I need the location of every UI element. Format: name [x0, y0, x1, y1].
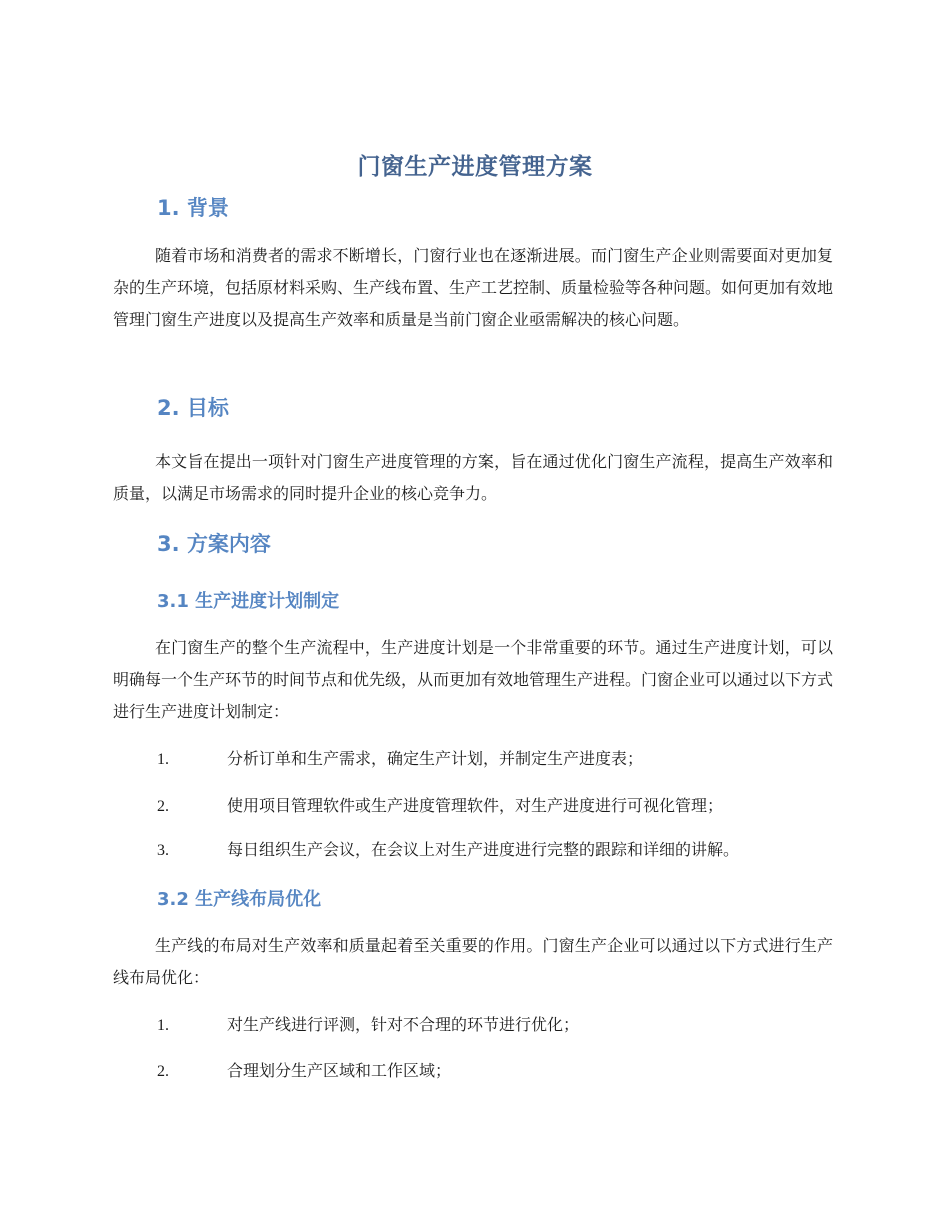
subheading-line-layout: 3.2 生产线布局优化: [157, 889, 322, 910]
list-item-number: 2.: [157, 798, 169, 815]
list-item: [157, 834, 837, 867]
list-item-number: 2.: [157, 1063, 169, 1080]
list-item-text: 每日组织生产会议，在会议上对生产进度进行完整的跟踪和详细的讲解。: [227, 840, 740, 859]
list-item-text: 使用项目管理软件或生产进度管理软件，对生产进度进行可视化管理；: [227, 796, 724, 815]
list-item-number: 1.: [157, 751, 169, 768]
list-item-text: 分析订单和生产需求，确定生产计划，并制定生产进度表；: [227, 749, 644, 768]
list-item-number: 3.: [157, 842, 169, 859]
heading-background: 1. 背景: [157, 196, 229, 220]
subheading-schedule-planning: 3.1 生产进度计划制定: [157, 591, 340, 612]
list-item: [157, 743, 837, 776]
list-item: [157, 1055, 837, 1088]
paragraph-background: 随着市场和消费者的需求不断增长，门窗行业也在逐渐进展。而门窗生产企业则需要面对更加复杂的生产环境，包括原材料采购、生产线布置、生产工艺控制、质量检验等各种问题。如何更加有效地管理门窗生产进度以及提高生产效率和质量是当前门窗企业亟需解决的核心问题。: [113, 246, 834, 329]
heading-plan: 3. 方案内容: [157, 532, 271, 556]
list-item: [157, 1009, 837, 1042]
paragraph-line-layout: 生产线的布局对生产效率和质量起着至关重要的作用。门窗生产企业可以通过以下方式进行生产线布局优化：: [113, 936, 833, 987]
list-item-number: 1.: [157, 1017, 169, 1034]
list-item-text: 合理划分生产区域和工作区域；: [227, 1061, 452, 1080]
heading-goal: 2. 目标: [157, 396, 229, 420]
list-item: [157, 790, 837, 823]
paragraph-schedule-planning: 在门窗生产的整个生产流程中，生产进度计划是一个非常重要的环节。通过生产进度计划，可以明确每一个生产环节的时间节点和优先级，从而更加有效地管理生产进程。门窗企业可以通过以下方式进行生产进度计划制定：: [113, 638, 834, 721]
document-title: 门窗生产进度管理方案: [357, 154, 593, 180]
list-item-text: 对生产线进行评测，针对不合理的环节进行优化；: [227, 1015, 580, 1034]
paragraph-goal: 本文旨在提出一项针对门窗生产进度管理的方案，旨在通过优化门窗生产流程，提高生产效率和质量，以满足市场需求的同时提升企业的核心竞争力。: [113, 452, 833, 503]
